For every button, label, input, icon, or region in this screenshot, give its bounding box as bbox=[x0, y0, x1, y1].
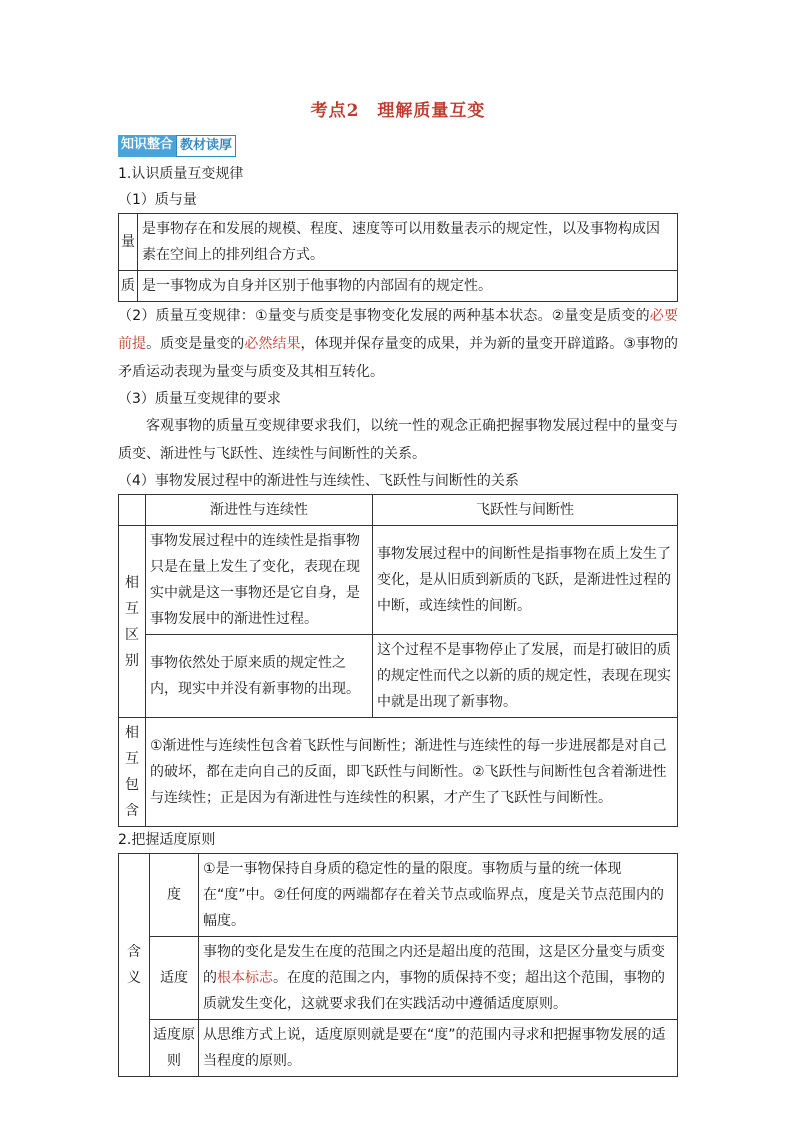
row-text: 是一事物成为自身并区别于他事物的内部固有的规定性。 bbox=[138, 271, 678, 302]
table-row bbox=[119, 854, 678, 937]
highlight-text: 必要前提 bbox=[118, 308, 679, 352]
sub1-heading: （1）质与量 bbox=[118, 192, 197, 208]
table-row bbox=[119, 214, 678, 271]
table-cell: 这个过程不是事物停止了发展，而是打破旧的质的规定性而代之以新的质的规定性，表现在现实中就是出现了新事物。 bbox=[373, 635, 678, 718]
quality-quantity-table bbox=[118, 213, 678, 302]
table-row bbox=[119, 526, 678, 635]
section-badges bbox=[118, 135, 678, 157]
sub3-paragraph: 客观事物的质量互变规律要求我们，以统一性的观念正确把握事物发展过程中的量变与质变、渐进性与飞跃性、连续性与间断性的关系。 bbox=[118, 418, 678, 462]
header-cell: 飞跃性与间断性 bbox=[373, 495, 678, 526]
page bbox=[118, 96, 678, 1077]
table-cell: ①是一事物保持自身质的稳定性的量的限度。事物质与量的统一体现在“度”中。②任何度的两端都存在着关节点或临界点，度是关节点范围内的幅度。 bbox=[199, 854, 678, 937]
sub3-heading: （3）质量互变规律的要求 bbox=[118, 391, 281, 407]
row-label: 质 bbox=[119, 271, 138, 302]
table-cell: ①渐进性与连续性包含着飞跃性与间断性；渐进性与连续性的每一步进展都是对自己的破坏，都在走向自己的反面，即飞跃性与间断性。②飞跃性与间断性包含着渐进性与连续性；正是因为有渐进性与连续性的积累，才产生了飞跃性与间断性。 bbox=[146, 718, 678, 827]
table-row bbox=[119, 718, 678, 827]
table-header-row bbox=[119, 495, 678, 526]
row-label: 度 bbox=[150, 854, 199, 937]
highlight-text: 根本标志 bbox=[217, 970, 273, 986]
table-row bbox=[119, 1020, 678, 1077]
badge-textbook: 教材读厚 bbox=[176, 135, 236, 157]
table-row bbox=[119, 937, 678, 1020]
table-cell bbox=[199, 937, 678, 1020]
table-row bbox=[119, 271, 678, 302]
table-cell: 事物发展过程中的连续性是指事物只是在量上发生了变化，表现在现实中就是这一事物还是它自身，是事物发展中的渐进性过程。 bbox=[146, 526, 373, 635]
row-label: 适度 bbox=[150, 937, 199, 1020]
text-span: 。在度的范围之内，事物的质保持不变；超出这个范围，事物的质就发生变化，这就要求我们在实践活动中遵循适度原则。 bbox=[203, 970, 665, 1012]
table-cell: 从思维方式上说，适度原则就是要在“度”的范围内寻求和把握事物发展的适当程度的原则。 bbox=[199, 1020, 678, 1077]
section1-heading: 1.认识质量互变规律 bbox=[118, 166, 244, 182]
header-cell: 渐进性与连续性 bbox=[146, 495, 373, 526]
sub2-paragraph bbox=[118, 302, 678, 386]
highlight-text: 必然结果 bbox=[244, 336, 301, 352]
badge-knowledge: 知识整合 bbox=[118, 135, 176, 157]
table-cell: 事物依然处于原来质的规定性之内，现实中并没有新事物的出现。 bbox=[146, 635, 373, 718]
text-span: 事物的变化是发生在度的范围之内还是超出度的范围，这是区分量变与质变的 bbox=[203, 944, 665, 986]
text-span: 。质变是量变的 bbox=[146, 336, 245, 352]
row-label: 相互包含 bbox=[119, 718, 146, 827]
moderation-table bbox=[118, 853, 678, 1077]
row-label: 适度原则 bbox=[150, 1020, 199, 1077]
text-span: （2）质量互变规律：①量变与质变是事物变化发展的两种基本状态。②量变是质变的 bbox=[118, 308, 650, 324]
table-row bbox=[119, 635, 678, 718]
section2-heading: 2.把握适度原则 bbox=[118, 832, 216, 848]
group-label: 含义 bbox=[119, 854, 150, 1077]
row-label: 相互区别 bbox=[119, 526, 146, 718]
sub4-heading: （4）事物发展过程中的渐进性与连续性、飞跃性与间断性的关系 bbox=[118, 473, 519, 489]
relation-table bbox=[118, 494, 678, 827]
header-cell bbox=[119, 495, 146, 526]
table-cell: 事物发展过程中的间断性是指事物在质上发生了变化，是从旧质到新质的飞跃，是渐进性过程的中断，或连续性的间断。 bbox=[373, 526, 678, 635]
page-title: 考点2 理解质量互变 bbox=[310, 101, 486, 121]
text-span: ，体现并保存量变的成果，并为新的量变开辟道路。③事物的矛盾运动表现为量变与质变及其相互转化。 bbox=[118, 336, 679, 380]
row-text: 是事物存在和发展的规模、程度、速度等可以用数量表示的规定性，以及事物构成因素在空间上的排列组合方式。 bbox=[138, 214, 678, 271]
row-label: 量 bbox=[119, 214, 138, 271]
